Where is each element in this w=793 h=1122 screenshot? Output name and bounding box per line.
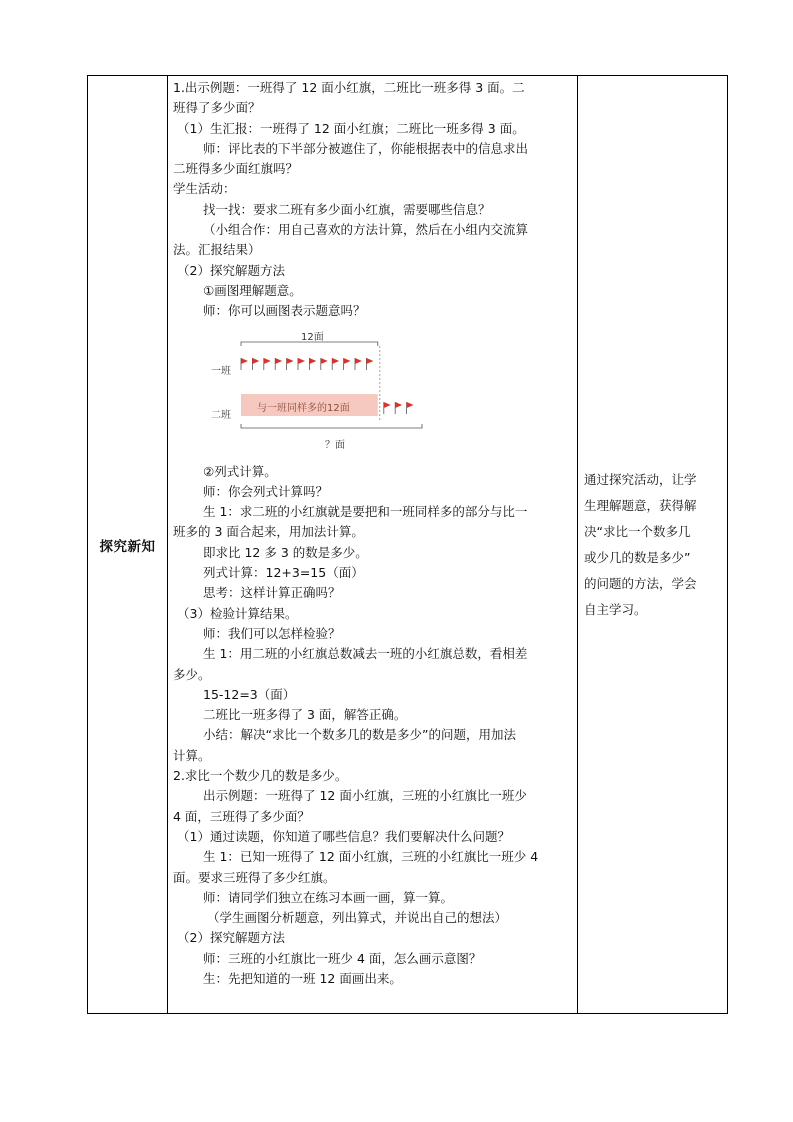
text-line: （学生画图分析题意，列出算式，并说出自己的想法） <box>207 910 508 926</box>
row1-flag <box>241 358 248 364</box>
text-line: 多少。 <box>173 666 211 682</box>
text-line: 4 面，三班得了多少面？ <box>173 808 310 824</box>
text-line: （1）生汇报：一班得了 12 面小红旗；二班比一班多得 3 面。 <box>177 120 525 136</box>
row2-extra-flag <box>407 402 414 408</box>
text-line: 班得了多少面？ <box>173 100 261 116</box>
text-line: 计算。 <box>173 747 211 763</box>
flag-comparison-diagram <box>173 326 573 458</box>
text-line: 师：三班的小红旗比一班少 4 面，怎么画示意图？ <box>203 950 482 966</box>
text-line: 找一找：要求二班有多少面小红旗，需要哪些信息？ <box>203 201 491 217</box>
text-line: 1.出示例题：一班得了 12 面小红旗，二班比一班多得 3 面。二 <box>173 80 525 95</box>
text-line: 师：你可以画图表示题意吗？ <box>203 303 366 319</box>
text-line: 生 1：用二班的小红旗总数减去一班的小红旗总数，看相差 <box>203 646 528 662</box>
text-line: ①画图理解题意。 <box>203 282 302 298</box>
row1-flag <box>275 358 282 364</box>
row1-flag <box>321 358 328 364</box>
row1-flag <box>344 358 351 364</box>
diagram-row2-label: 二班 <box>211 409 231 421</box>
text-line: 出示例题：一班得了 12 面小红旗，三班的小红旗比一班少 <box>203 788 527 804</box>
note-line: 自主学习。 <box>584 601 647 617</box>
text-line: （2）探究解题方法 <box>177 930 285 946</box>
text-line: 师：你会列式计算吗？ <box>203 483 329 499</box>
text-line: 列式计算：12+3=15（面） <box>203 565 364 581</box>
bottom-brace <box>241 424 422 428</box>
text-line: 2.求比一个数少几的数是多少。 <box>173 768 348 784</box>
text-line: 班多的 3 面合起来，用加法计算。 <box>173 524 364 540</box>
row1-flag <box>309 358 316 364</box>
row1-flag <box>264 358 271 364</box>
note-line: 通过探究活动，让学 <box>584 471 697 487</box>
text-line: 师：请同学们独立在练习本画一画，算一算。 <box>203 889 454 905</box>
diagram-bottom-label: ？面 <box>325 439 345 451</box>
text-line: 生：先把知道的一班 12 面画出来。 <box>203 970 402 986</box>
text-line: 二班比一班多得了 3 面，解答正确。 <box>203 707 407 723</box>
text-line: 小结：解决“求比一个数多几的数是多少”的问题，用加法 <box>203 727 516 743</box>
text-line: （1）通过读题，你知道了哪些信息？我们要解决什么问题？ <box>177 828 510 844</box>
diagram-band-text: 与一班同样多的12面 <box>257 402 350 414</box>
text-line: ②列式计算。 <box>203 463 277 479</box>
text-line: 15-12=3（面） <box>203 686 296 702</box>
flag-diagram-svg <box>173 326 573 458</box>
note-line: 或少几的数是多少” <box>584 549 691 565</box>
text-line: 生 1：已知一班得了 12 面小红旗，三班的小红旗比一班少 4 <box>203 849 539 865</box>
note-line: 决“求比一个数多几 <box>584 523 691 539</box>
text-line: 面。要求三班得了多少红旗。 <box>173 869 336 885</box>
row1-flag <box>366 358 373 364</box>
section-label-cell <box>88 76 168 1014</box>
text-line: 法。汇报结果） <box>173 242 261 258</box>
text-line: （2）探究解题方法 <box>177 262 285 278</box>
diagram-row1-label: 一班 <box>211 365 231 377</box>
row2-extra-flag <box>395 402 402 408</box>
note-line: 生理解题意，获得解 <box>584 497 697 513</box>
row1-flag <box>252 358 259 364</box>
diagram-top-label: 12面 <box>301 331 324 343</box>
text-line: 师：评比表的下半部分被遮住了，你能根据表中的信息求出 <box>203 140 529 156</box>
row1-flag <box>332 358 339 364</box>
text-line: 学生活动： <box>173 181 236 197</box>
text-line: 师：我们可以怎样检验？ <box>203 625 341 641</box>
text-line: （小组合作：用自己喜欢的方法计算，然后在小组内交流算 <box>203 222 529 238</box>
design-note-cell <box>578 76 728 1014</box>
main-content-cell <box>168 76 578 1014</box>
row1-flag <box>287 358 294 364</box>
text-line: 生 1：求二班的小红旗就是要把和一班同样多的部分与比一 <box>203 504 528 520</box>
text-line: 即求比 12 多 3 的数是多少。 <box>203 544 368 560</box>
table-row <box>88 76 728 1014</box>
text-line: 思考：这样计算正确吗？ <box>203 585 341 601</box>
lesson-table <box>87 75 728 1014</box>
note-line: 的问题的方法，学会 <box>584 575 697 591</box>
section-label: 探究新知 <box>99 538 156 555</box>
text-line: 二班得多少面红旗吗？ <box>173 161 299 177</box>
row1-flag <box>298 358 305 364</box>
text-line: （3）检验计算结果。 <box>177 605 298 621</box>
row2-extra-flag <box>384 402 391 408</box>
row1-flag <box>355 358 362 364</box>
